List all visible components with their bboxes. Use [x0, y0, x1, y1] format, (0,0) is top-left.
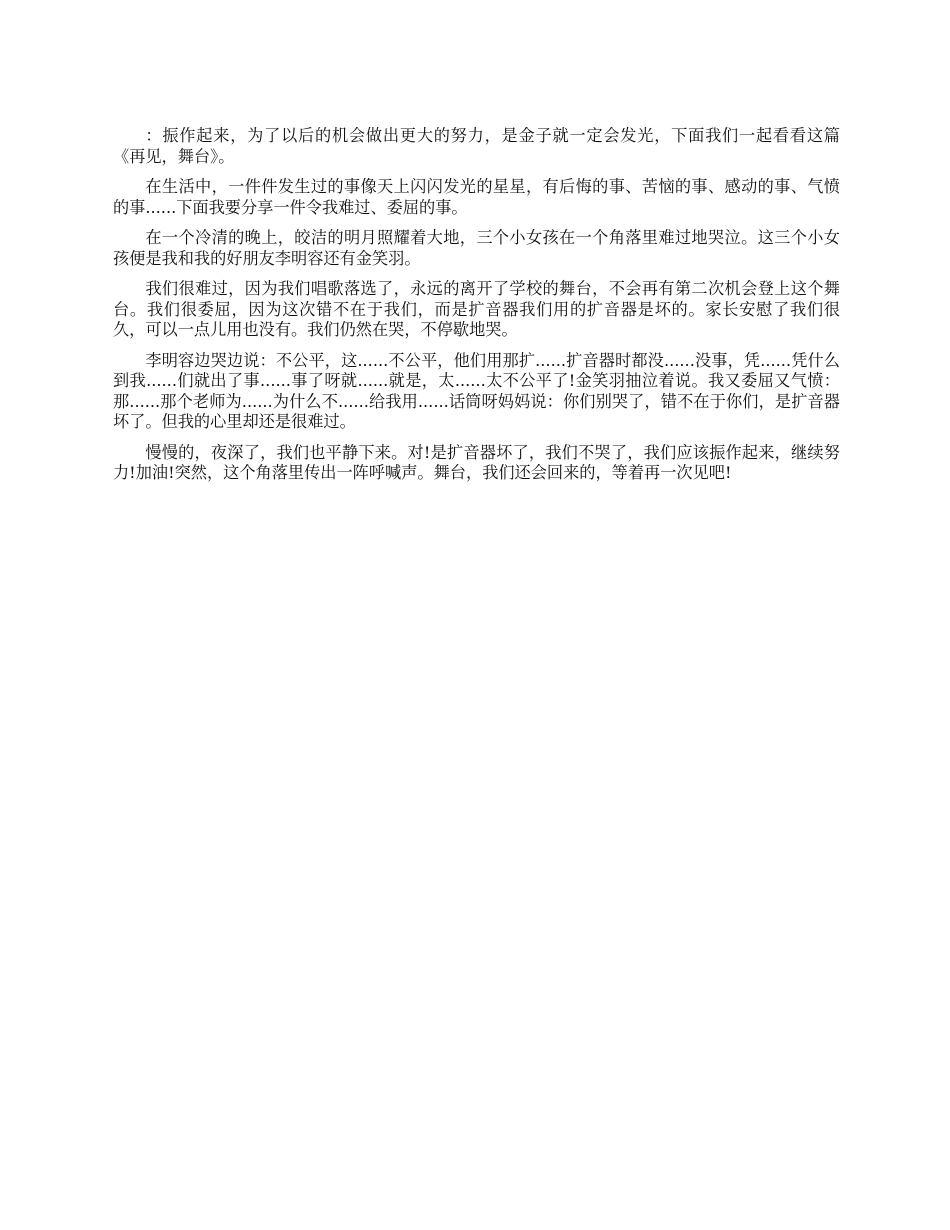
document-body — [113, 126, 840, 494]
paragraph-night: 在一个冷清的晚上，皎洁的明月照耀着大地，三个小女孩在一个角落里难过地哭泣。这三个小女孩便是我和我的好朋友李明容还有金笑羽。 — [113, 228, 840, 268]
paragraph-life: 在生活中，一件件发生过的事像天上闪闪发光的星星，有后悔的事、苦恼的事、感动的事、气愤的事......下面我要分享一件令我难过、委屈的事。 — [113, 177, 840, 217]
paragraph-ending: 慢慢的，夜深了，我们也平静下来。对!是扩音器坏了，我们不哭了，我们应该振作起来，继续努力!加油!突然，这个角落里传出一阵呼喊声。舞台，我们还会回来的，等着再一次见吧! — [113, 442, 840, 482]
paragraph-sad: 我们很难过，因为我们唱歌落选了，永远的离开了学校的舞台，不会再有第二次机会登上这个舞台。我们很委屈，因为这次错不在于我们，而是扩音器我们用的扩音器是坏的。家长安慰了我们很久，可以一点儿用也没有。我们仍然在哭，不停歇地哭。 — [113, 279, 840, 339]
paragraph-dialogue: 李明容边哭边说：不公平，这......不公平，他们用那扩......扩音器时都没......没事，凭......凭什么到我......们就出了事......事了呀就......就是，太......太不公平了!金笑羽抽泣着说。我又委屈又气愤：那......那个老师为......为什么不......给我用......话筒呀妈妈说：你们别哭了，错不在于你们，是扩音器坏了。但我的心里却还是很难过。 — [113, 350, 840, 431]
paragraph-intro: ：振作起来，为了以后的机会做出更大的努力，是金子就一定会发光，下面我们一起看看这篇《再见，舞台》。 — [113, 126, 840, 166]
